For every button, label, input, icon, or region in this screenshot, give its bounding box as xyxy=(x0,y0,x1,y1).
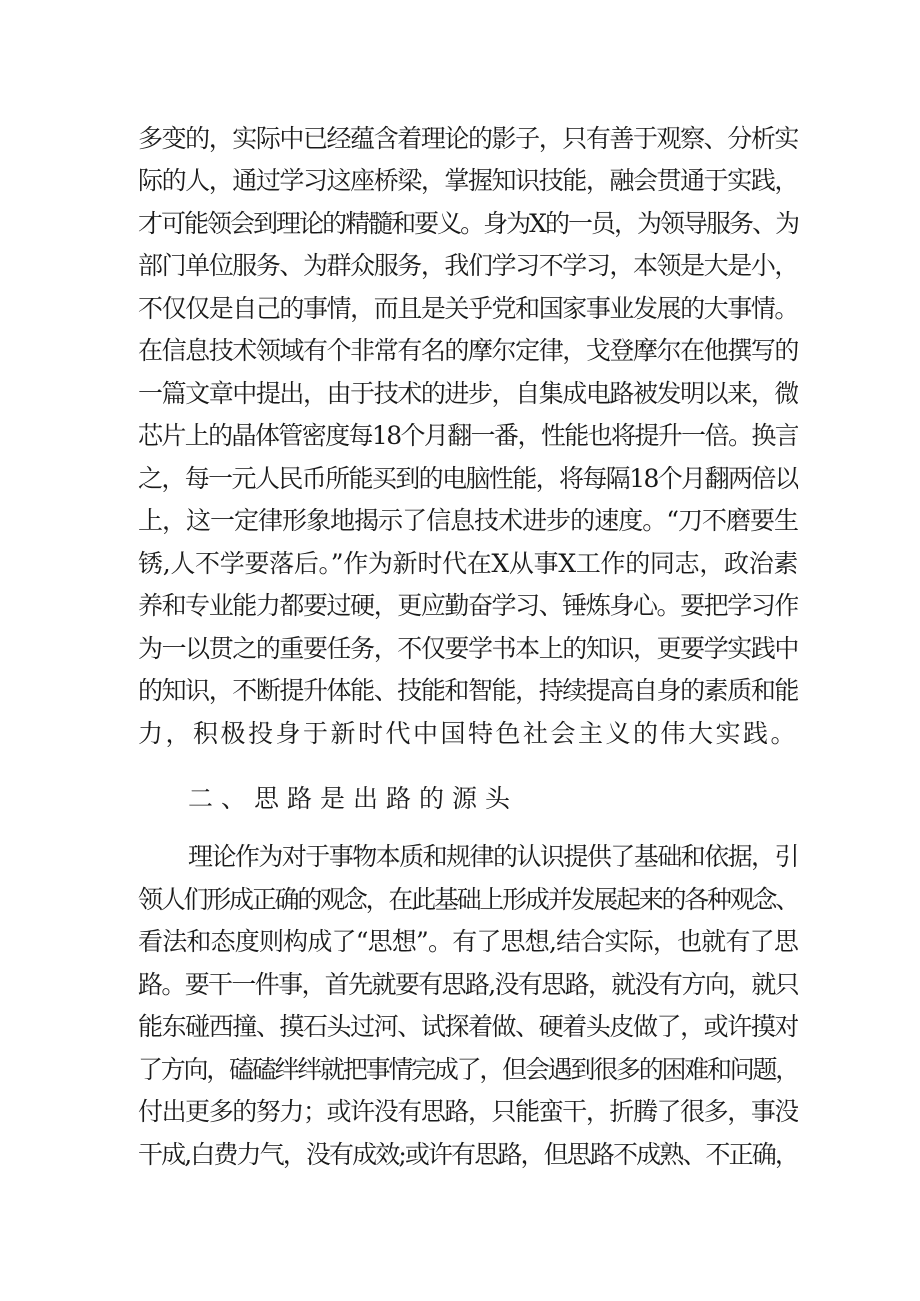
text-line: 路。要干一件事，首先就要有思路,没有思路，就没有方向，就只 xyxy=(138,970,798,999)
text-line: 的知识，不断提升体能、技能和智能，持续提高自身的素质和能 xyxy=(138,676,798,705)
text-line: 领人们形成正确的观念，在此基础上形成并发展起来的各种观念、 xyxy=(138,885,798,914)
text-line: 理论作为对于事物本质和规律的认识提供了基础和依据，引 xyxy=(188,842,798,871)
text-line: 上，这一定律形象地揭示了信息技术进步的速度。“刀不磨要生 xyxy=(138,506,798,535)
text-line: 才可能领会到理论的精髓和要义。身为X的一员，为领导服务、为 xyxy=(138,209,798,238)
text-line: 能东碰西撞、摸石头过河、试探着做、硬着头皮做了，或许摸对 xyxy=(138,1012,798,1041)
text-line: 不仅仅是自己的事情，而且是关乎党和国家事业发展的大事情。 xyxy=(138,294,798,323)
text-line: 力，积极投身于新时代中国特色社会主义的伟大实践。 xyxy=(138,719,798,748)
text-line: 际的人，通过学习这座桥梁，掌握知识技能，融会贯通于实践， xyxy=(138,166,798,195)
text-line: 锈,人不学要落后。”作为新时代在X从事X工作的同志，政治素 xyxy=(138,549,798,578)
text-line: 干成,白费力气，没有成效;或许有思路，但思路不成熟、不正确， xyxy=(138,1140,798,1169)
text-line: 多变的，实际中已经蕴含着理论的影子，只有善于观察、分析实 xyxy=(138,124,798,153)
text-line: 养和专业能力都要过硬，更应勤奋学习、锤炼身心。要把学习作 xyxy=(138,591,798,620)
text-line: 部门单位服务、为群众服务，我们学习不学习，本领是大是小， xyxy=(138,251,798,280)
text-line: 为一以贯之的重要任务，不仅要学书本上的知识，更要学实践中 xyxy=(138,634,798,663)
text-line: 在信息技术领域有个非常有名的摩尔定律，戈登摩尔在他撰写的 xyxy=(138,336,798,365)
section-heading: 二、思路是出路的源头 xyxy=(188,784,519,813)
text-line: 付出更多的努力；或许没有思路，只能蛮干，折腾了很多，事没 xyxy=(138,1097,798,1126)
text-line: 之，每一元人民币所能买到的电脑性能，将每隔18个月翻两倍以 xyxy=(138,464,798,493)
text-line: 看法和态度则构成了“思想”。有了思想,结合实际，也就有了思 xyxy=(138,927,798,956)
text-line: 一篇文章中提出，由于技术的进步，自集成电路被发明以来，微 xyxy=(138,379,798,408)
text-line: 了方向，磕磕绊绊就把事情完成了，但会遇到很多的困难和问题， xyxy=(138,1055,798,1084)
text-line: 芯片上的晶体管密度每18个月翻一番，性能也将提升一倍。换言 xyxy=(138,421,798,450)
